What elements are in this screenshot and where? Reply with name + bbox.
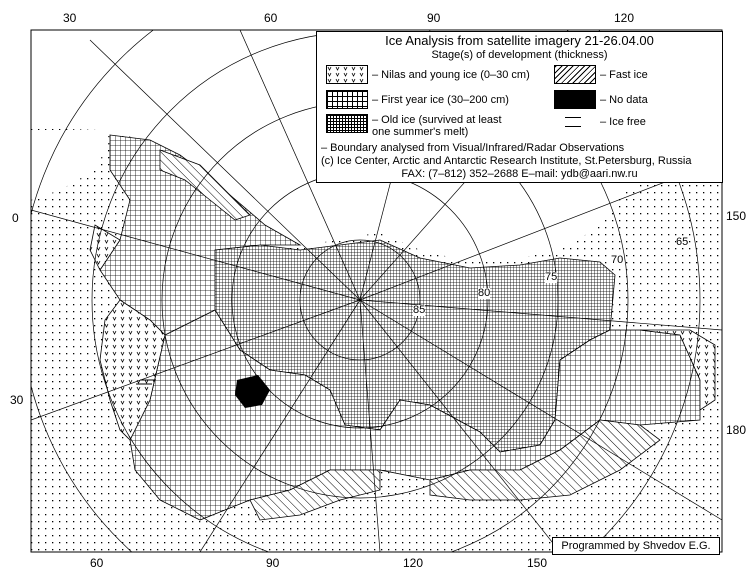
latitude-label: 70	[611, 254, 624, 266]
ice-free-label: – Ice free	[600, 116, 646, 128]
latitude-label: 65	[676, 236, 689, 248]
ice-free-symbol	[565, 117, 581, 127]
legend-subtitle: Stage(s) of development (thickness)	[431, 49, 608, 61]
old-ice-swatch	[326, 114, 368, 133]
old-ice-label: – Old ice (survived at least	[372, 114, 502, 126]
bottom-tick: 150	[527, 556, 548, 570]
old-ice-label-line2: one summer's melt)	[372, 126, 469, 138]
latitude-label: 75	[545, 271, 558, 283]
top-tick: 60	[264, 11, 278, 25]
fast-ice-swatch	[554, 65, 596, 84]
latitude-label: 80	[478, 287, 491, 299]
top-tick: 120	[614, 11, 635, 25]
first-year-swatch	[326, 90, 368, 109]
top-tick: 90	[427, 11, 441, 25]
first-year-label: – First year ice (30–200 cm)	[372, 94, 509, 106]
nilas-label: – Nilas and young ice (0–30 cm)	[372, 69, 530, 81]
programmer-credit: Programmed by Shvedov E.G.	[552, 537, 720, 555]
top-tick: 30	[63, 11, 77, 25]
boundary-note: – Boundary analysed from Visual/Infrared/Radar Observations	[321, 142, 625, 154]
right-tick: 150	[726, 209, 747, 223]
no-data-label: – No data	[600, 94, 648, 106]
legend-box	[316, 31, 723, 183]
left-tick: 0	[12, 211, 19, 225]
no-data-swatch	[554, 90, 596, 109]
bottom-tick: 60	[90, 556, 104, 570]
left-tick: 30	[10, 393, 24, 407]
map-title: Ice Analysis from satellite imagery 21-26.04.00	[385, 33, 654, 48]
bottom-tick: 120	[403, 556, 424, 570]
bottom-tick: 90	[266, 556, 280, 570]
right-tick: 180	[726, 423, 747, 437]
fast-ice-label: – Fast ice	[600, 69, 648, 81]
copyright-note: (c) Ice Center, Arctic and Antarctic Research Institute, St.Petersburg, Russia	[321, 155, 692, 167]
nilas-swatch	[326, 65, 368, 84]
contact-info: FAX: (7–812) 352–2688 E–mail: ydb@aari.nw.ru	[401, 168, 638, 180]
latitude-label: 85	[413, 304, 426, 316]
